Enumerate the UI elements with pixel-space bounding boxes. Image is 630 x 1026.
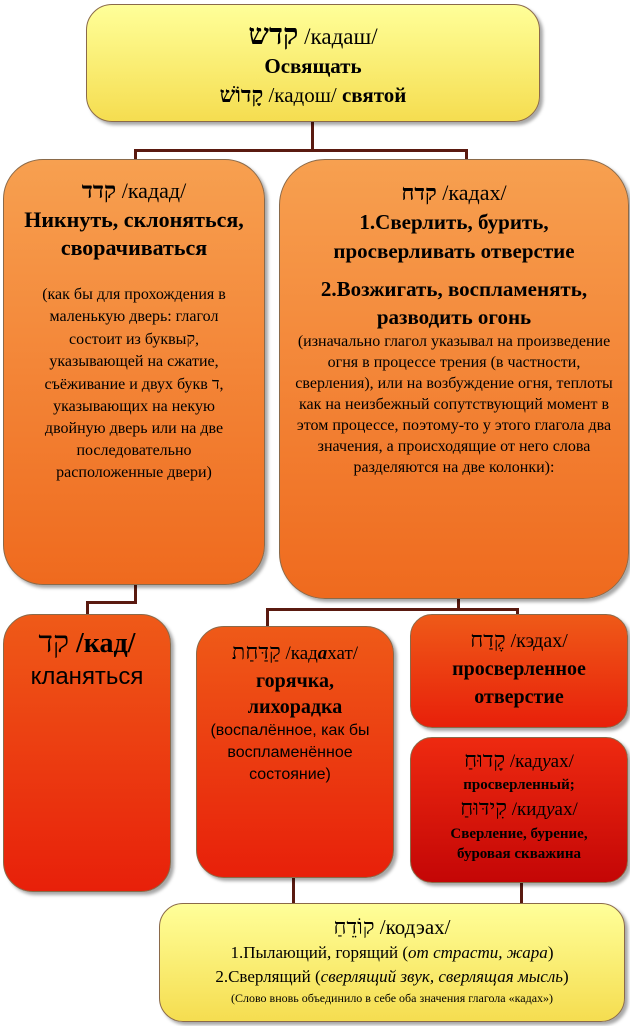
- kadad-note-letter-dalet: ד: [211, 374, 220, 393]
- kaduah-meaning: просверленный;: [463, 777, 575, 793]
- kaduah-translit-pre: /кад: [509, 751, 543, 772]
- kodeah-translit: /кодэах/: [379, 915, 451, 939]
- kadad-note: [22, 284, 246, 484]
- kadad-note-mid: , указывающей на сжатие, съёживание и двух букв: [44, 331, 219, 393]
- root-hebrew-2: קָדוֹשׁ: [219, 82, 264, 108]
- kiduah-meaning: Сверление, бурение, буровая скважина: [450, 826, 588, 862]
- connector-right-left: [266, 608, 269, 627]
- connector-left-bar: [86, 601, 137, 604]
- kodeah-line-1-italic: от страсти, жара: [408, 943, 548, 962]
- kiduah-translit-stress: у: [546, 799, 555, 820]
- kiduah-hebrew: קִידּוּחַ: [460, 796, 507, 821]
- kaduah-node: [410, 737, 628, 883]
- kodeah-note: (Слово вновь объединило в себе оба значения глагола «кадах»): [230, 991, 554, 1005]
- kadahat-translit-pre: /кад: [285, 643, 318, 664]
- root-meaning-2: святой: [341, 83, 407, 107]
- kodeah-line-2: [160, 965, 624, 989]
- kedah-node: [410, 614, 628, 728]
- root-translit-2: /кадош/: [268, 83, 337, 107]
- kadah-meaning-2: 2.Возжигать, воспламенять, разводить огонь: [320, 277, 588, 329]
- kodeah-line-1: [160, 941, 624, 965]
- kadad-translit: /кадад/: [121, 178, 187, 203]
- kadahat-translit: [285, 643, 358, 664]
- connector-root-stem: [311, 121, 314, 150]
- kadad-node: [3, 159, 265, 585]
- kodeah-hebrew: קוֹדֵחַ: [333, 915, 375, 940]
- connector-left-stem: [134, 583, 137, 602]
- kodeah-node: [159, 903, 625, 1022]
- kiduah-translit: [512, 799, 578, 820]
- kaduah-translit-post: ах/: [550, 751, 574, 772]
- kadahat-translit-stress: а: [317, 643, 328, 664]
- kadahat-translit-post: хат/: [327, 643, 359, 664]
- kadad-note-start: (как бы для прохождения в маленькую дверь: глагол состоит из буквы: [42, 286, 226, 348]
- kedah-translit: /кэдах/: [510, 630, 568, 652]
- kodeah-line-2-italic: сверлящий звук, сверлящая мысль: [320, 967, 563, 986]
- kad-node: [3, 614, 171, 892]
- kadahat-meaning: горячка, лихорадка: [247, 670, 343, 718]
- kadad-note-letter-qof: ק: [186, 329, 195, 348]
- kedah-meaning: просверленное отверстие: [452, 658, 586, 708]
- root-translit: /кадаш/: [304, 24, 378, 49]
- kad-translit: /кад/: [76, 628, 136, 659]
- connector-right-bar: [266, 608, 519, 611]
- kiduah-translit-pre: /кид: [511, 799, 547, 820]
- kiduah-translit-post: ах/: [554, 799, 578, 820]
- kadah-hebrew: קדח: [401, 180, 437, 206]
- root-node: [86, 4, 540, 122]
- kodeah-line-2-post: ): [563, 967, 569, 986]
- kadah-note: (изначально глагол указывал на произведение огня в процессе трения (в частности, сверления), или на возбуждение огня, теплоты как на неизбежный сопутствующий момент в этом процессе, поэтому-то у этого глагола два значения, а происходящие от него слова разделяются на две колонки):: [295, 333, 613, 476]
- kadahat-hebrew: קַדַּחַת: [231, 640, 281, 665]
- kaduah-hebrew: קָדוּחַ: [464, 748, 506, 773]
- kad-hebrew: קד: [38, 625, 70, 660]
- kodeah-line-2-pre: 2.Сверлящий (: [215, 967, 321, 986]
- kedah-hebrew: קֶדַח: [470, 628, 506, 653]
- connector-bottom-right: [520, 880, 523, 904]
- kadad-meaning: Никнуть, склоняться, сворачиваться: [24, 207, 244, 260]
- kaduah-translit-stress: у: [542, 751, 551, 772]
- kadad-hebrew: קדד: [81, 177, 117, 204]
- connector-bottom-left: [292, 874, 295, 904]
- kadah-node: [279, 159, 629, 599]
- connector-root-bar: [134, 149, 467, 152]
- kad-meaning: кланяться: [30, 663, 144, 690]
- kadahat-note: (воспалённое, как бы воспламенённое состояние): [210, 722, 370, 783]
- kadahat-node: [196, 626, 394, 878]
- kadad-note-end: , указывающих на некую двойную дверь или на две последовательно расположенные двери): [44, 376, 224, 481]
- kadah-translit: /кадах/: [442, 180, 507, 205]
- kaduah-translit: [510, 751, 574, 772]
- kodeah-line-1-post: ): [547, 943, 554, 962]
- root-hebrew: קדש: [248, 17, 299, 51]
- kodeah-line-1-pre: 1.Пылающий, горящий (: [230, 943, 409, 962]
- root-meaning: Освящать: [264, 54, 362, 78]
- kadah-meaning-1: 1.Сверлить, бурить, просверливать отверстие: [333, 210, 575, 263]
